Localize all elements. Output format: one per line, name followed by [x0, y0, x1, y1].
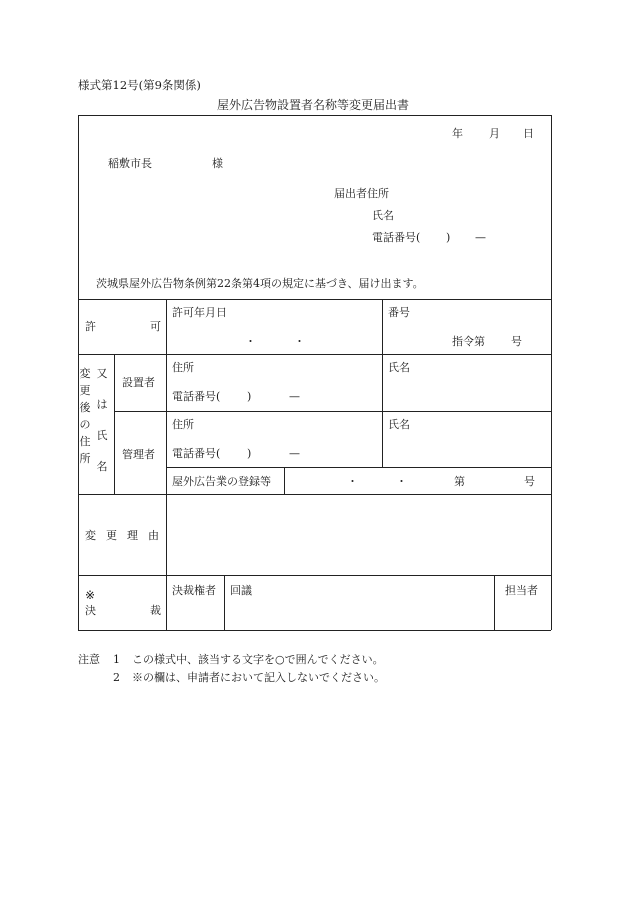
date-day: 日	[523, 127, 534, 140]
person-in-charge-label: 担当者	[505, 584, 538, 597]
directive-go: 号	[511, 335, 522, 348]
decision-label-left: 決	[85, 604, 96, 617]
manager-phone-dash: —	[289, 447, 300, 460]
notes-prefix: 注意	[78, 653, 100, 666]
decision-authority-label: 決裁権者	[172, 584, 216, 597]
directive-label: 指令第	[452, 335, 485, 348]
note-2-number: 2	[113, 671, 120, 684]
installer-phone-dash: —	[289, 390, 300, 403]
registration-go: 号	[524, 475, 535, 488]
manager-phone-label: 電話番号(	[172, 447, 221, 460]
form-number: 様式第12号(第9条関係)	[78, 78, 201, 92]
applicant-name-label: 氏名	[372, 209, 394, 222]
installer-name-label: 氏名	[388, 361, 410, 374]
date-month: 月	[489, 127, 500, 140]
installer-address-label: 住所	[172, 361, 194, 374]
permit-label-left: 許	[85, 320, 96, 333]
decision-label-right: 裁	[150, 604, 161, 617]
manager-address-label: 住所	[172, 418, 194, 431]
note-2-text: ※の欄は、申請者において記入しないでください。	[132, 671, 385, 684]
registration-dai: 第	[454, 475, 465, 488]
applicant-phone-label: 電話番号(	[372, 231, 421, 244]
date-year: 年	[452, 127, 463, 140]
honorific: 様	[212, 157, 223, 170]
changed-side-label-col1: 変 更 後 の 住 所	[79, 367, 91, 465]
addressee: 稲敷市長	[108, 157, 152, 170]
permit-date-dot-2: ・	[294, 335, 305, 348]
installer-label: 設置者	[122, 376, 155, 389]
manager-name-label: 氏名	[388, 418, 410, 431]
permit-date-label: 許可年月日	[172, 306, 227, 319]
note-1-text: この様式中、該当する文字を○で囲んでください。	[132, 653, 384, 666]
circulation-label: 回議	[230, 584, 252, 597]
decision-mark: ※	[85, 588, 96, 602]
installer-phone-close: )	[247, 390, 252, 403]
note-1-number: 1	[113, 653, 120, 666]
applicant-phone-dash: —	[475, 231, 486, 244]
manager-label: 管理者	[122, 448, 155, 461]
manager-phone-close: )	[247, 447, 252, 460]
changed-side-label-col2: 又 は 氏 名	[96, 367, 108, 473]
permit-number-label: 番号	[388, 306, 410, 319]
applicant-phone-close: )	[446, 231, 451, 244]
registration-label: 屋外広告業の登録等	[172, 475, 271, 488]
applicant-address-label: 届出者住所	[334, 187, 389, 200]
registration-dot-1: ・	[347, 475, 358, 488]
permit-date-dot-1: ・	[245, 335, 256, 348]
installer-phone-label: 電話番号(	[172, 390, 221, 403]
registration-dot-2: ・	[396, 475, 407, 488]
statement: 茨城県屋外広告物条例第22条第4項の規定に基づき、届け出ます。	[96, 277, 424, 290]
form-title: 屋外広告物設置者名称等変更届出書	[217, 98, 410, 112]
permit-label-right: 可	[150, 320, 161, 333]
